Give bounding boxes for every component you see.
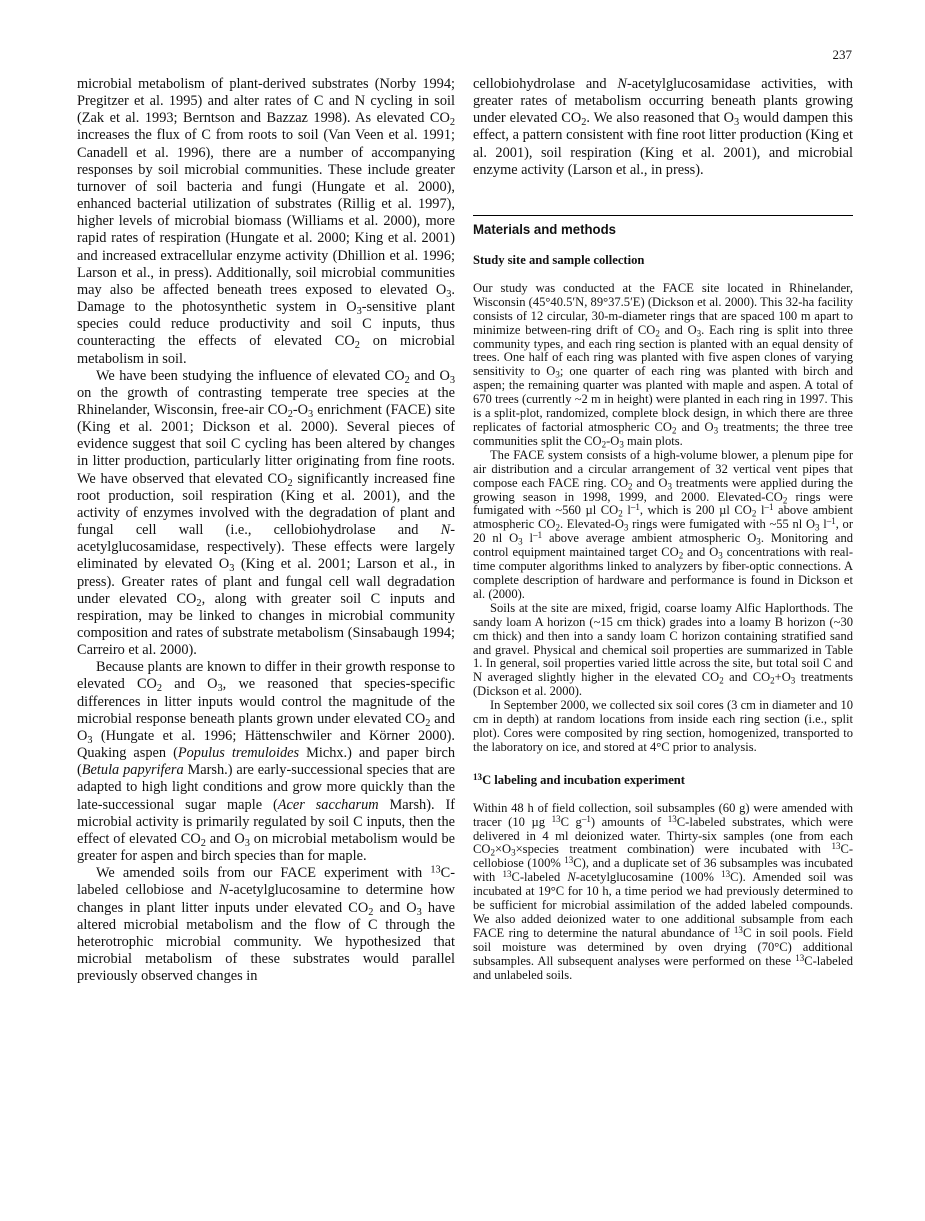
body-paragraph: In September 2000, we collected six soil cores (3 cm in diameter and 10 cm in depth) at random locations from inside each ring section (i.e., split plot). Cores were composited by ring section, homogenized, transported to the laboratory on ice, and stored at 4°C prior to analysis. <box>473 698 853 754</box>
body-paragraph: Our study was conducted at the FACE site located in Rhinelander, Wisconsin (45°40.5′N, 89°37.5′E) (Dickson et al. 2000). This 32-ha facility consists of 12 circular, 30-m-diameter rings that are spaced 100 m apart to minimize between-ring drift of $CO_2$ and $O_3$. Each ring is split into three community types, and each ring section is planted with an equal density of trees. One half of each ring was planted with five aspen clones of varying sensitivity to $O_3$; one quarter of each ring was planted with birch and aspen; the remaining quarter was planted with maple and aspen. A total of 670 trees (currently ~2 m in height) were planted in each ring in 1997. This is a split-plot, randomized, complete block design, in which there are three replicates of factorial atmospheric $CO_2$ and $O_3$ treatments; the three tree communities split the $CO_2-O_3$ main plots. <box>473 280 853 450</box>
section-heading: Materials and methods <box>473 221 616 238</box>
subsection-heading: Study site and sample collection <box>473 252 645 267</box>
body-paragraph: Within 48 h of field collection, soil subsamples (60 g) were amended with tracer (10 µg $^{13}$C $g^{-1}$) amounts of $^{13}$C-labeled substrates, which were delivered in 4 ml deionized water. Thirty-six samples (one from each $CO_2\times O_3\times species$ treatment combination) were incubated with $^{13}$C-cellobiose (100% $^{13}$C), and a duplicate set of 36 subsamples was incubated with $^{13}$C-labeled N-acetylglucosamine (100% $^{13}$C). Amended soil was incubated at 19°C for 10 h, a time period we had previously determined to be sufficient for microbial assimilation of the added labeled compounds. We also added deionized water to one additional subsample from each FACE ring to determine the natural abundance of $^{13}$C in soil pools. Field soil moisture was determined by oven drying (70°C) additional subsamples. All subsequent analyses were performed on these $^{13}$C-labeled and unlabeled soils. <box>473 800 854 982</box>
body-paragraph: We amended soils from our FACE experiment with $^{13}$C-labeled cellobiose and N-acetylglucosamine to determine how changes in plant litter inputs under elevated $CO_2$ and $O_3$ have altered microbial metabolism and the flow of C through the heterotrophic microbial community. We hypothesized that microbial metabolism of these substrates would parallel previously observed changes in <box>77 864 455 985</box>
left-column <box>77 76 455 985</box>
subsection-heading: $^{13}$C labeling and incubation experiment <box>473 771 685 787</box>
body-paragraph: cellobiohydrolase and N-acetylglucosamidase activities, with greater rates of metabolism occurring beneath plants growing under elevated $CO_2$. We also reasoned that $O_3$ would dampen this effect, a pattern consistent with fine root litter production (King et al. 2001), soil respiration (King et al. 2001), and microbial enzyme activity (Larson et al., in press). <box>473 76 853 178</box>
body-paragraph: We have been studying the influence of elevated $CO_2$ and $O_3$ on the growth of contrasting temperate tree species at the Rhinelander, Wisconsin, free-air $CO_2-O_3$ enrichment (FACE) site (King et al. 2001; Dickson et al. 2000). Several pieces of evidence suggest that soil C cycling has been altered by changes in litter production, particularly litter originating from fine roots. We have observed that elevated $CO_2$ significantly increased fine root production, soil respiration (King et al. 2001), and the activity of enzymes involved with the degradation of plant and fungal cell wall (i.e., cellobiohydrolase and N-acetylglucosamidase, respectively). These effects were largely eliminated by elevated $O_3$ (King et al. 2001; Larson et al., in press). Greater rates of plant and fungal cell wall degradation under elevated $CO_2$, along with greater soil C inputs and respiration, may be linked to changes in microbial community composition and rates of substrate metabolism (Sinsabaugh 1994; Carreiro et al. 2000). <box>77 367 456 659</box>
right-column <box>473 76 853 983</box>
body-paragraph: microbial metabolism of plant-derived substrates (Norby 1994; Pregitzer et al. 1995) and alter rates of C and N cycling in soil (Zak et al. 1993; Berntson and Bazzaz 1998). As elevated $CO_2$ increases the flux of C from roots to soil (Van Veen et al. 1991; Canadell et al. 1996), there are a number of accompanying responses by soil microbial communities. These include greater turnover of soil bacteria and fungi (Hungate et al. 2000), enhanced bacterial utilization of substrates (Rillig et al. 1997), higher levels of microbial biomass (Williams et al. 2000), more rapid rates of respiration (Hungate et al. 2000; King et al. 2001) and increased extracellular enzyme activity (Dhillion et al. 1996; Larson et al., in press). Additionally, soil microbial communities may also be affected beneath trees exposed to elevated $O_3$. Damage to the photosynthetic system in $O_3$-sensitive plant species could reduce productivity and soil C inputs, thus counteracting the effects of elevated $CO_2$ on microbial metabolism in soil. <box>77 76 456 367</box>
body-paragraph: Soils at the site are mixed, frigid, coarse loamy Alfic Haplorthods. The sandy loam A horizon (~15 cm thick) grades into a loamy B horizon (~30 cm thick) and then into a sandy loam C horizon containing stratified sand and gravel. Physical and chemical soil properties are summarized in Table 1. In general, soil properties varied little across the site, but total soil C and N averaged slightly higher in the elevated $CO_2$ and $CO_2+O_3$ treatments (Dickson et al. 2000). <box>473 600 853 699</box>
body-paragraph: The FACE system consists of a high-volume blower, a plenum pipe for air distribution and a circular arrangement of 32 vertical vent pipes that compose each FACE ring. $CO_2$ and $O_3$ treatments were applied during the growing season in 1998, 1999, and 2000. Elevated-$CO_2$ rings were fumigated with ~560 µl $CO_2$ $l^{-1}$, which is 200 µl $CO_2$ $l^{-1}$ above ambient atmospheric $CO_2$. Elevated-$O_3$ rings were fumigated with ~55 nl $O_3$ $l^{-1}$, or 20 nl $O_3$ $l^{-1}$ above average ambient atmospheric $O_3$. Monitoring and control equipment maintained target $CO_2$ and $O_3$ concentrations with real-time computer algorithms linked to analyzers by fiber-optic connections. A complete description of hardware and performance is found in Dickson et al. (2000). <box>473 447 854 601</box>
page-number: 237 <box>832 47 852 62</box>
body-paragraph: Because plants are known to differ in their growth response to elevated $CO_2$ and $O_3$, we reasoned that species-specific differences in litter inputs would control the magnitude of the microbial response beneath plants grown under elevated $CO_2$ and $O_3$ (Hungate et al. 1996; Hättenschwiler and Körner 2000). Quaking aspen (Populus tremuloides Michx.) and paper birch (Betula papyrifera Marsh.) are early-successional species that are adapted to high light conditions and grow more quickly than the late-successional sugar maple (Acer saccharum Marsh). If microbial activity is primarily regulated by soil C inputs, then the effect of elevated $CO_2$ and $O_3$ on microbial metabolism would be greater for aspen and birch species than for maple. <box>77 659 456 865</box>
section-divider <box>473 215 853 216</box>
